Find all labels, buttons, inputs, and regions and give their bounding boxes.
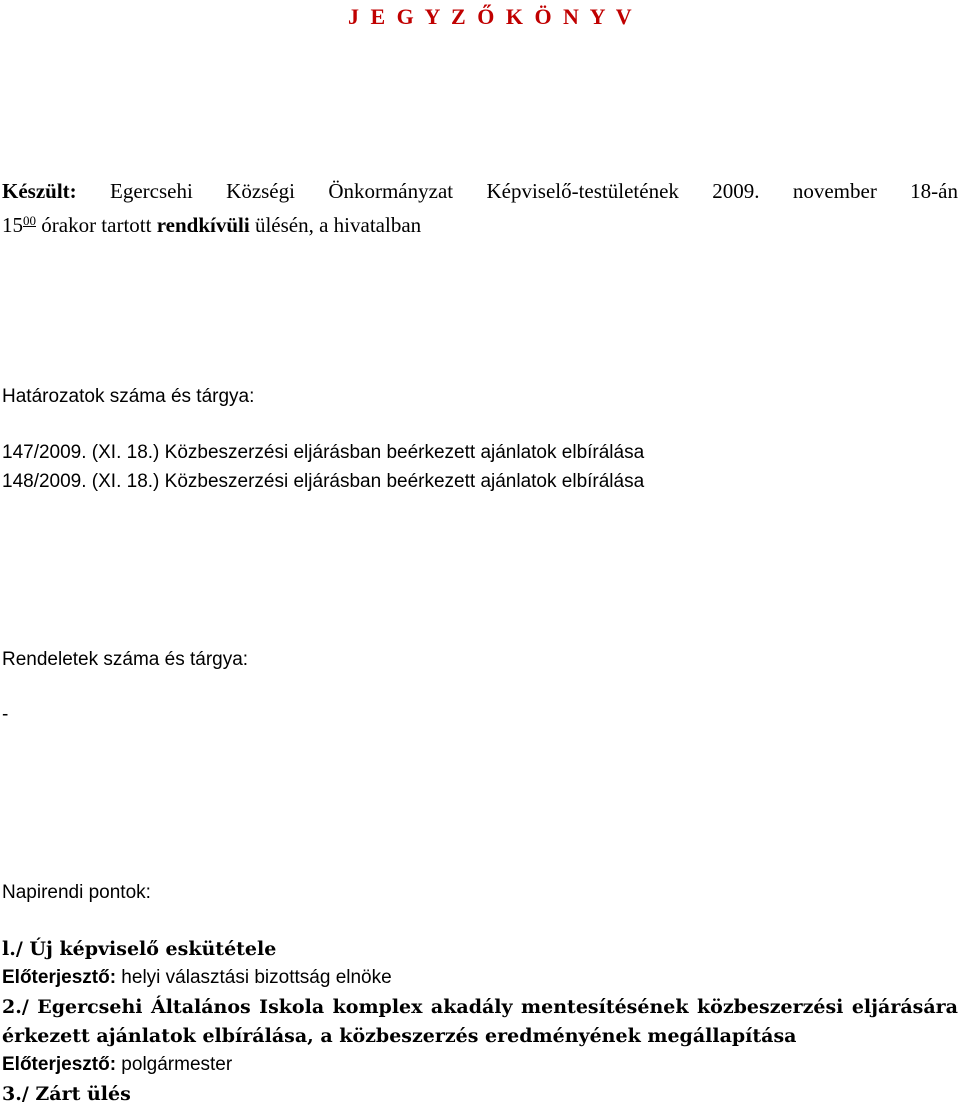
agenda-item-3-title: 3./ Zárt ülés: [2, 1083, 131, 1105]
intro-line-2: [2, 208, 421, 238]
intro-label: Készült:: [2, 179, 77, 203]
intro-line-1-text: Egercsehi Községi Önkormányzat Képviselő-testületének 2009. november 18-án: [76, 179, 958, 203]
agenda-item-1-title: l./ Új képviselő eskütétele: [2, 938, 277, 960]
agenda-item-2-title-line-1: 2./ Egercsehi Általános Iskola komplex akadály mentesítésének közbeszerzési eljárására: [2, 996, 958, 1018]
intro-line-1: [2, 178, 958, 204]
agenda-item-2-presenter-label: Előterjesztő:: [2, 1054, 117, 1075]
agenda-item-1-presenter: [2, 965, 392, 991]
agenda-item-2-presenter: [2, 1052, 232, 1078]
decrees-value: -: [2, 704, 9, 725]
resolution-item-2: 148/2009. (XI. 18.) Közbeszerzési eljárásban beérkezett ajánlatok elbírálása: [2, 471, 645, 492]
document-title: J E G Y Z Ő K Ö N Y V: [348, 4, 635, 29]
agenda-item-2-title-line-2: érkezett ajánlatok elbírálása, a közbeszerzés eredményének megállapítása: [2, 1025, 797, 1047]
agenda-item-1-presenter-label: Előterjesztő:: [2, 967, 117, 988]
agenda-item-1-presenter-value: helyi választási bizottság elnöke: [116, 967, 392, 988]
intro-line-2-end: ülésén, a hivatalban: [249, 213, 422, 237]
agenda-item-2-presenter-value: polgármester: [116, 1054, 233, 1075]
intro-session-type: rendkívüli: [156, 213, 250, 237]
resolutions-heading: Határozatok száma és tárgya:: [2, 386, 255, 407]
intro-minutes: 00: [23, 213, 36, 228]
resolution-item-1: 147/2009. (XI. 18.) Közbeszerzési eljárásban beérkezett ajánlatok elbírálása: [2, 442, 645, 463]
intro-line-2-mid: órakor tartott: [36, 213, 157, 237]
decrees-heading: Rendeletek száma és tárgya:: [2, 649, 249, 670]
intro-hour: 15: [2, 213, 23, 237]
agenda-heading: Napirendi pontok:: [2, 882, 151, 903]
